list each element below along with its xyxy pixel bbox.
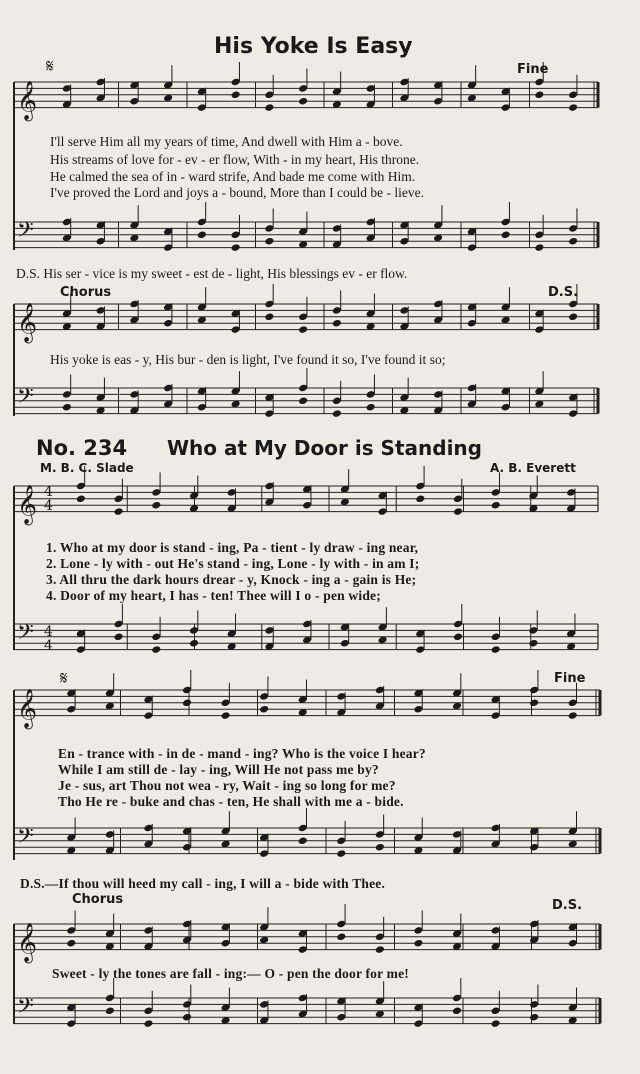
h2-bass-2-note <box>375 843 385 852</box>
h1-bass-1-note <box>197 230 207 239</box>
segno-mark: 𝄋 <box>46 56 54 77</box>
segno-mark-2: 𝄋 <box>60 668 68 689</box>
fine-mark-2: Fine <box>554 671 586 686</box>
verse-line-3: He calmed the sea of in - ward strife, And bade me come with Him. <box>50 169 416 184</box>
h2-bass-3-note <box>529 1013 539 1022</box>
hymn-title-2: Who at My Door is Standing <box>167 436 482 460</box>
h2-treble-2-treble-clef: 𝄞 <box>17 688 38 729</box>
h2-treble-2-note <box>568 711 578 720</box>
h1-treble-1-note <box>568 103 578 112</box>
h2-treble-3-note <box>66 939 76 948</box>
composer: A. B. Everett <box>490 461 576 475</box>
ds-line: D.S. His ser - vice is my sweet - est de - light, His blessings ev - er flow. <box>16 266 408 281</box>
hymn-number: No. 234 <box>36 436 128 460</box>
h2-bass-1-note <box>453 632 463 641</box>
h2-treble-3-note <box>336 932 346 941</box>
h2-time-sig-bottom-bass-2: 4 <box>44 638 53 654</box>
h2-treble-2-note <box>259 705 269 714</box>
h2-bass-3-note <box>182 1013 192 1022</box>
h2-treble-1-treble-clef: 𝄞 <box>17 484 38 525</box>
h1-treble-2-note <box>332 319 342 328</box>
h1-treble-2-note <box>264 312 274 321</box>
h2-treble-3-treble-clef: 𝄞 <box>17 922 38 963</box>
h2-bass-3-note <box>143 1019 153 1028</box>
verse2-line-3: 3. All thru the dark hours drear - y, Knock - ing a - gain is He; <box>46 572 417 587</box>
chorus-label-2: Chorus <box>72 892 124 907</box>
h2-time-sig-top: 4 <box>44 484 53 500</box>
h2-bass-1-note <box>528 639 538 648</box>
hymn-title: His Yoke Is Easy <box>214 34 413 59</box>
h1-treble-2-note <box>568 312 578 321</box>
h1-treble-1-note <box>298 97 308 106</box>
h2-bass-1-note <box>491 645 501 654</box>
h2-bass-3-note <box>105 1006 115 1015</box>
h2-bass-3-note <box>452 1006 462 1015</box>
verse2b-line-3: Je - sus, art Thou not wea - ry, Wait - ing so long for me? <box>58 778 396 793</box>
verse-line-2: His streams of love for - ev - er flow, With - in my heart, His throne. <box>50 152 420 167</box>
h1-treble-2-note <box>298 325 308 334</box>
h1-treble-1-note <box>231 90 241 99</box>
ds-line-2: D.S.—If thou will heed my call - ing, I will a - bide with Thee. <box>20 876 386 891</box>
h2-bass-3-bass-clef: 𝄢 <box>17 994 34 1025</box>
h1-bass-2-note <box>332 409 342 418</box>
h1-treble-1-note <box>534 90 544 99</box>
h2-bass-2-note <box>336 849 346 858</box>
h2-treble-1-note <box>453 507 463 516</box>
lyricist: M. B. C. Slade <box>40 461 134 475</box>
h2-treble-1-note <box>151 501 161 510</box>
h1-bass-2-note <box>366 403 376 412</box>
h1-treble-1-treble-clef: 𝄞 <box>17 80 38 121</box>
h2-treble-2-note <box>182 698 192 707</box>
ds-label-2: D.S. <box>552 898 583 913</box>
chorus-line-2: Sweet - ly the tones are fall - ing:— O - pen the door for me! <box>52 966 409 981</box>
h2-bass-2-bass-clef: 𝄢 <box>17 824 34 855</box>
h1-bass-2-note <box>62 403 72 412</box>
h1-treble-2-treble-clef: 𝄞 <box>17 302 38 343</box>
verse2-line-2: 2. Lone - ly with - out He's stand - ing, Lone - ly with - in am I; <box>46 556 420 571</box>
h1-bass-1-bass-clef: 𝄢 <box>17 218 34 249</box>
h1-bass-1-note <box>501 230 511 239</box>
chorus-label: Chorus <box>60 285 112 300</box>
h2-treble-1-note <box>76 494 86 503</box>
verse-line-4: I've proved the Lord and joys a - bound, More than I could be - lieve. <box>50 185 424 200</box>
h2-treble-1-note <box>491 501 501 510</box>
h2-treble-2-note <box>221 711 231 720</box>
h2-bass-1-note <box>151 645 161 654</box>
h2-treble-3-note <box>413 939 423 948</box>
h1-bass-1-note <box>264 237 274 246</box>
h1-bass-2-note <box>298 396 308 405</box>
chorus-line: His yoke is eas - y, His bur - den is light, I've found it so, I've found it so; <box>50 352 446 367</box>
ds-label: D.S. <box>548 285 579 300</box>
h1-treble-1-note <box>264 103 274 112</box>
verse2-line-1: 1. Who at my door is stand - ing, Pa - tient - ly draw - ing near, <box>46 540 419 555</box>
h2-treble-2-note <box>529 698 539 707</box>
h2-bass-1-note <box>189 639 199 648</box>
verse2-line-4: 4. Door of my heart, I has - ten! Thee will I o - pen wide; <box>46 588 381 603</box>
h1-bass-1-note <box>231 243 241 252</box>
h1-bass-1-note <box>568 237 578 246</box>
verse2b-line-4: Tho He re - buke and chas - ten, He shall with me a - bide. <box>58 794 404 809</box>
h2-bass-1-bass-clef: 𝄢 <box>17 620 34 651</box>
h1-bass-2-bass-clef: 𝄢 <box>17 384 34 415</box>
verse2b-line-2: While I am still de - lay - ing, Will He not pass me by? <box>58 762 379 777</box>
h2-bass-3-note <box>491 1019 501 1028</box>
h2-time-sig-bottom-bass: 4 <box>44 624 53 640</box>
h2-bass-1-note <box>114 632 124 641</box>
h2-time-sig-bottom: 4 <box>44 498 53 514</box>
h2-bass-2-note <box>298 836 308 845</box>
fine-mark: Fine <box>517 62 549 77</box>
h1-bass-1-note <box>534 243 544 252</box>
h2-treble-1-note <box>114 507 124 516</box>
verse2b-line-1: En - trance with - in de - mand - ing? Who is the voice I hear? <box>58 746 426 761</box>
h2-treble-1-note <box>415 494 425 503</box>
verse-line-1: I'll serve Him all my years of time, And dwell with Him a - bove. <box>50 134 403 149</box>
h2-treble-3-note <box>375 945 385 954</box>
